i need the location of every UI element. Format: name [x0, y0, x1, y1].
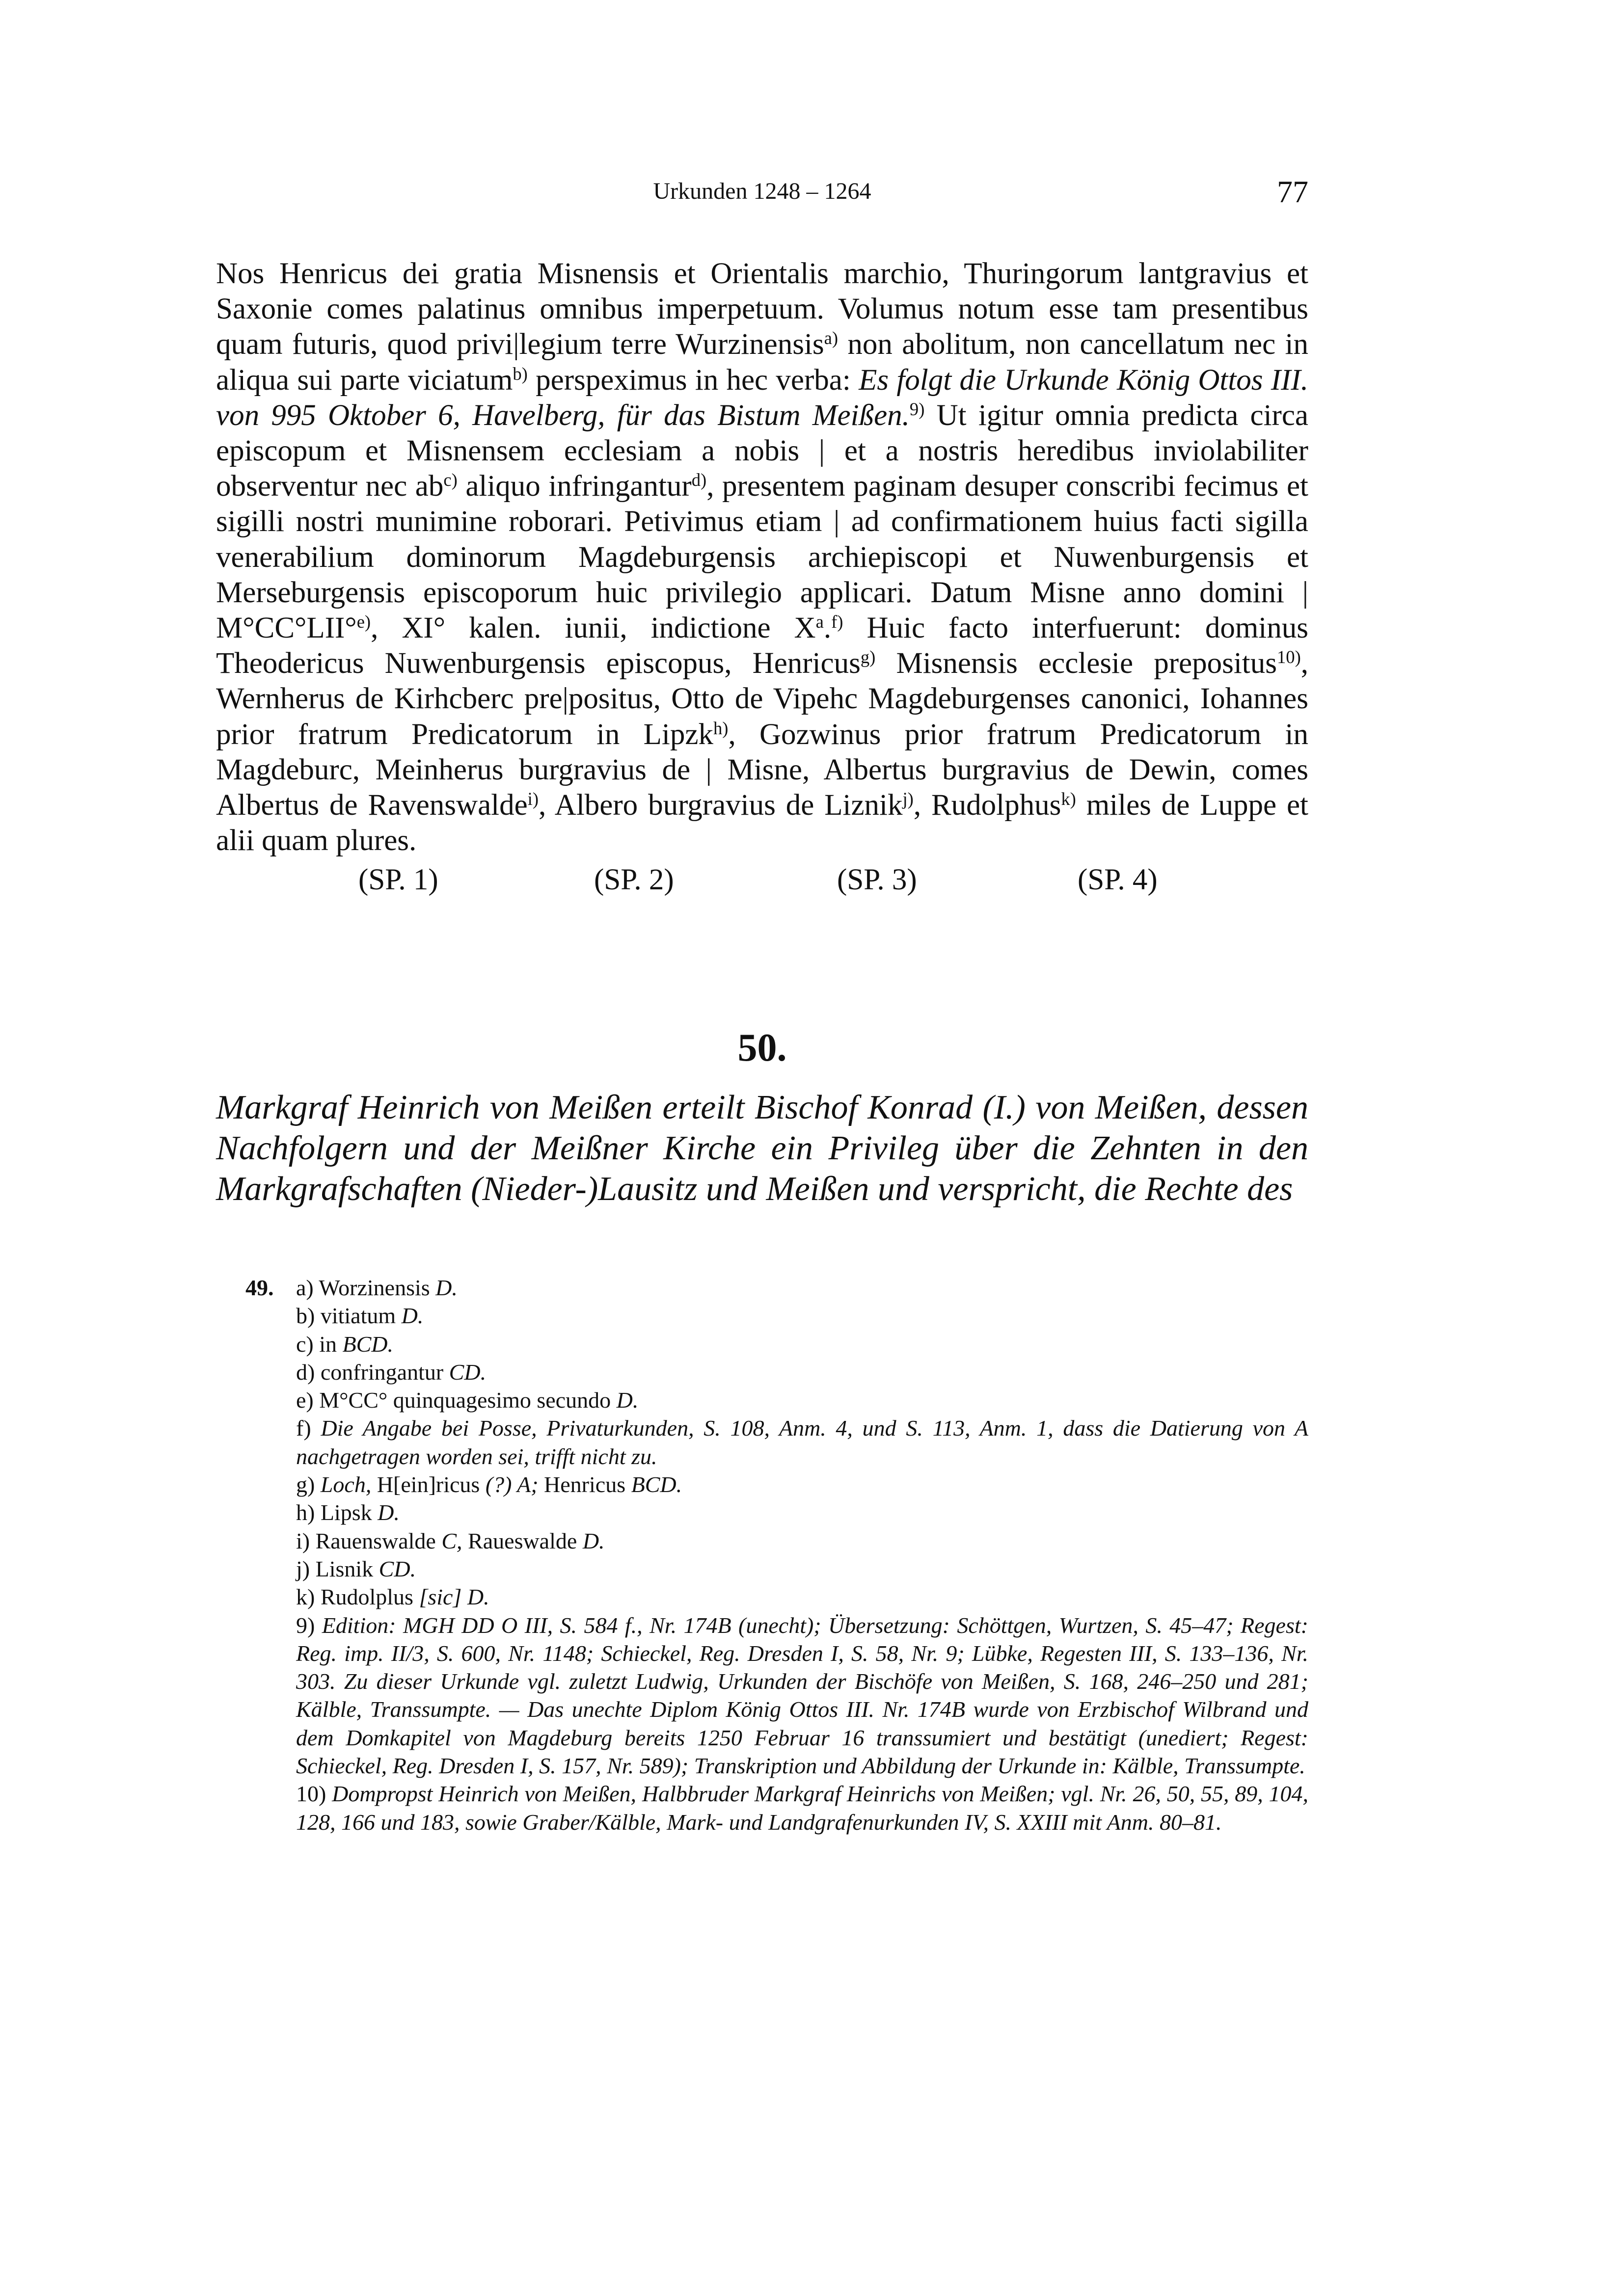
footnote-commentary: Edition: MGH DD O III, S. 584 f., Nr. 174B (unecht); Übersetzung: Schöttgen, Wurtzen, S. 45–47; Regest: Reg. imp. II/3, S. 600, Nr. 1148; Schieckel, Reg. Dresden I, S. 58, Nr. 9; Lübke, Regesten III, S. 133–136, Nr. 303. Zu dieser Urkunde vgl. zuletzt Ludwig, Urkunden der Bischöfe von Meißen, S. 168, 246–250 und 281; Kälble, Transsumpte. — Das unechte Diplom König Ottos III. Nr. 174B wurde von Erzbischof Wilbrand und dem Domkapitel von Magdeburg bereits 1250 Februar 16 transsumiert und bestätigt (unediert; Regest: Schieckel, Reg. Dresden I, S. 157, Nr. 589); Transkription und Abbildung der Urkunde in: Kälble, Transsumpte.	[296, 1612, 1308, 1779]
footnote-text: e) M°CC° quinquagesimo secundo	[296, 1388, 617, 1413]
footnote-commentary: Dompropst Heinrich von Meißen, Halbbruder Markgraf Heinrichs von Meißen; vgl. Nr. 26, 50, 55, 89, 104, 128, 166 und 183, sowie Graber/Kälble, Mark- und Landgrafenurkunden IV, S. XXIII mit Anm. 80–81.	[296, 1781, 1308, 1835]
seal-2: (SP. 2)	[594, 863, 674, 896]
note-marker-10: 10)	[1276, 647, 1301, 667]
footnote-commentary: Die Angabe bei Posse, Privaturkunden, S. 108, Anm. 4, und S. 113, Anm. 1, dass die Datierung von A nachgetragen worden sei, trifft nicht zu.	[296, 1415, 1308, 1469]
footnote-b	[296, 1302, 1308, 1330]
footnote-sigla: BCD.	[631, 1472, 682, 1497]
text-segment: , Gozwinus prior fratrum Predicatorum in Magdeburc, Meinherus burgravius de | Misne, Albertus burgravius de Dewin, comes Albertus de Ravenswalde	[216, 718, 1308, 822]
footnote-sigla: Loch,	[320, 1472, 372, 1497]
text-segment: .	[823, 612, 832, 645]
footnote-text: k) Rudolplus	[296, 1584, 419, 1610]
text-segment: non abolitum, non cancellatum nec in aliqua sui parte viciatum	[216, 328, 1308, 397]
footnote-i	[296, 1527, 1308, 1555]
footnote-text: b) vitiatum	[296, 1303, 402, 1329]
footnote-c	[296, 1330, 1308, 1358]
note-marker-c: c)	[443, 470, 458, 490]
text-segment: Misnensis ecclesie prepositus	[875, 647, 1277, 680]
page-header	[216, 176, 1308, 215]
footnote-text: h) Lipsk	[296, 1500, 378, 1525]
text-segment: , Rudolphus	[913, 789, 1061, 822]
footnote-j	[296, 1555, 1308, 1583]
footnote-text: Henricus	[538, 1472, 631, 1497]
regest-summary	[216, 1087, 1308, 1209]
text-segment: aliquo infringantur	[457, 470, 692, 503]
seal-4: (SP. 4)	[1078, 863, 1158, 896]
text-segment: , XI° kalen. iunii, indictione X	[371, 612, 816, 645]
footnote-a	[296, 1274, 1308, 1302]
footnote-doc-number: 49.	[245, 1275, 274, 1300]
note-marker-b: b)	[513, 363, 528, 384]
note-marker-g: g)	[860, 647, 876, 667]
charter-text	[216, 256, 1308, 858]
footnote-sigla: BCD.	[342, 1331, 394, 1357]
seal-3: (SP. 3)	[837, 863, 917, 896]
footnote-sigla: (?) A;	[485, 1472, 539, 1497]
regest-text: Markgraf Heinrich von Meißen erteilt Bischof Konrad (I.) von Meißen, dessen Nachfolgern und der Meißner Kirche ein Privileg über die Zehnten in den Markgrafschaften (Nieder-)Lausitz und Meißen und verspricht, die Rechte des	[216, 1089, 1308, 1208]
footnote-text: Raueswalde	[462, 1528, 583, 1553]
footnote-list	[296, 1274, 1308, 1836]
footnote-text: j) Lisnik	[296, 1556, 379, 1581]
note-marker-d: d)	[691, 470, 707, 490]
footnote-label: 9)	[296, 1612, 322, 1638]
note-marker-i: i)	[527, 788, 539, 809]
footnote-e	[296, 1386, 1308, 1414]
footnote-text: a) Worzinensis	[296, 1275, 436, 1300]
note-marker-a: a)	[824, 328, 839, 348]
footnote-sigla: D.	[378, 1500, 400, 1525]
document-number: 50.	[737, 1026, 787, 1069]
text-segment: , presentem paginam desuper conscribi fecimus et sigilli nostri munimine roborari. Petivimus etiam | ad confirmationem huius facti sigilla venerabilium dominorum Magdeburgensis archiepiscopi et Nuwenburgensis et Merseburgensis episcoporum huic privilegio applicari. Datum Misne anno domini | M°CC°LII°	[216, 470, 1308, 645]
footnote-g	[296, 1470, 1308, 1498]
seal-1: (SP. 1)	[358, 863, 438, 896]
text-segment: Huic facto interfuerunt: dominus Theodericus Nuwenburgensis episcopus, Henricus	[216, 612, 1308, 680]
footnote-text: H[ein]ricus	[371, 1472, 486, 1497]
note-marker-j: j)	[902, 788, 914, 809]
footnote-sigla: [sic] D.	[419, 1584, 489, 1610]
footnote-text: i) Rauenswalde	[296, 1528, 442, 1553]
note-marker-9: 9)	[909, 399, 925, 419]
superscript-a: a	[815, 611, 824, 632]
footnote-label: g)	[296, 1472, 321, 1497]
footnote-sigla: CD.	[449, 1359, 487, 1385]
note-marker-h: h)	[713, 718, 729, 738]
footnote-label: f)	[296, 1415, 321, 1441]
footnote-h	[296, 1498, 1308, 1526]
text-segment: , Wernherus de Kirhcberc pre|positus, Otto de Vipehc Magdeburgenses canonici, Iohannes prior fratrum Predicatorum in Lipzk	[216, 647, 1308, 751]
note-marker-f: f)	[831, 611, 843, 632]
note-marker-e: e)	[356, 611, 371, 632]
footnote-label: 10)	[296, 1781, 332, 1807]
footnote-sigla: D.	[616, 1388, 639, 1413]
footnote-d	[296, 1358, 1308, 1386]
footnote-10	[296, 1780, 1308, 1836]
footnote-9	[296, 1611, 1308, 1780]
footnote-sigla: D.	[435, 1275, 458, 1300]
editorial-insert: Es folgt die Urkunde König Ottos III. von 995 Oktober 6, Havelberg, für das Bistum Meißen.	[216, 363, 1308, 432]
text-segment: perspeximus in hec verba:	[527, 363, 859, 397]
page-number: 77	[1277, 174, 1308, 209]
footnote-sigla: CD.	[379, 1556, 416, 1581]
footnote-f	[296, 1414, 1308, 1470]
charter-paragraph	[216, 256, 1308, 858]
footnote-sigla: C,	[441, 1528, 462, 1553]
footnotes	[245, 1274, 1308, 1836]
note-marker-k: k)	[1061, 788, 1076, 809]
text-segment: Nos Henricus dei gratia Misnensis et Orientalis marchio, Thuringorum lantgravius et Saxonie comes palatinus omnibus imperpetuum. Volumus notum esse tam presentibus quam futuris, quod privi|legium terre Wurzinensis	[216, 257, 1308, 361]
running-title: Urkunden 1248 – 1264	[653, 178, 871, 204]
text-segment: , Albero burgravius de Liznik	[539, 789, 903, 822]
footnote-sigla: D.	[582, 1528, 605, 1553]
text-segment: miles de Luppe et alii quam plures.	[216, 789, 1309, 857]
footnote-k	[296, 1583, 1308, 1611]
text-segment: Ut igitur omnia predicta circa episcopum et Misnensem ecclesiam a nobis | et a nostris heredibus inviolabiliter observentur nec ab	[216, 399, 1308, 503]
footnote-text: d) confringantur	[296, 1359, 449, 1385]
footnote-sigla: D.	[401, 1303, 424, 1329]
seal-list	[216, 863, 1308, 902]
footnote-text: c) in	[296, 1331, 343, 1357]
